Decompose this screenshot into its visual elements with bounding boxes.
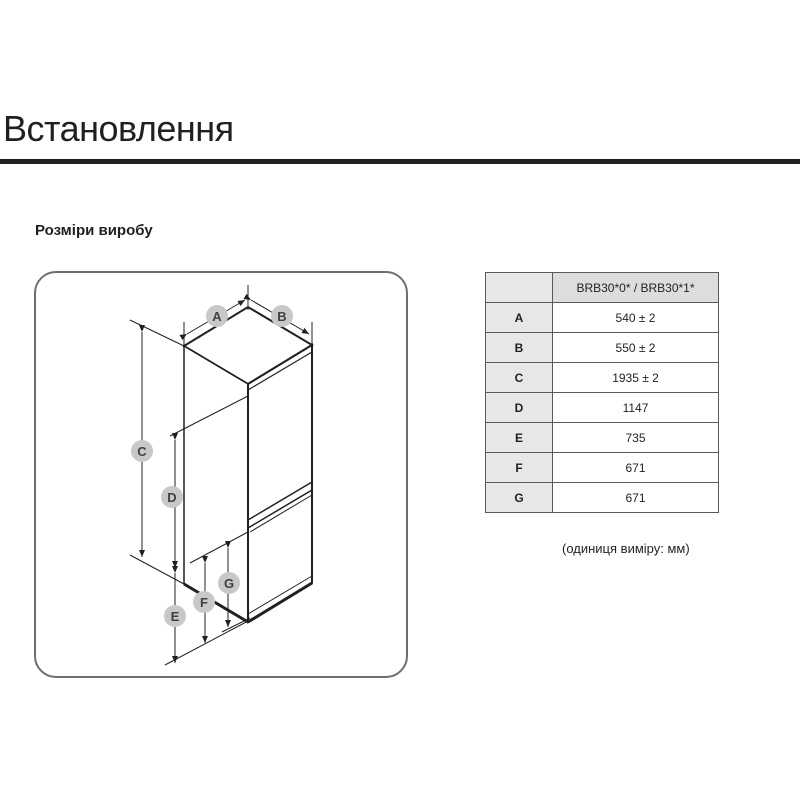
table-row <box>486 393 719 423</box>
table-row <box>486 483 719 513</box>
page-title: Встановлення <box>3 108 234 149</box>
dimension-value: 1935 ± 2 <box>553 363 719 393</box>
section-title: Розміри виробу <box>35 222 153 239</box>
badge-f <box>193 591 215 613</box>
dimension-value: 550 ± 2 <box>553 333 719 363</box>
dimension-value: 671 <box>553 453 719 483</box>
badge-a <box>206 305 228 327</box>
table-row <box>486 423 719 453</box>
table-row <box>486 333 719 363</box>
table-row <box>486 303 719 333</box>
svg-text:D: D <box>167 490 177 505</box>
table-row <box>486 453 719 483</box>
svg-text:B: B <box>277 309 287 324</box>
dimension-key: D <box>486 393 553 423</box>
dimension-key: C <box>486 363 553 393</box>
dimension-value: 540 ± 2 <box>553 303 719 333</box>
svg-text:G: G <box>223 576 235 591</box>
badge-d <box>161 486 183 508</box>
svg-text:F: F <box>200 595 208 610</box>
table-corner-cell <box>486 273 553 303</box>
dimension-key: F <box>486 453 553 483</box>
svg-text:A: A <box>212 309 222 324</box>
unit-note: (одиниця виміру: мм) <box>562 541 690 556</box>
dimension-key: E <box>486 423 553 453</box>
svg-text:E: E <box>170 609 180 624</box>
badge-g <box>218 572 240 594</box>
badge-e <box>164 605 186 627</box>
dimension-key: B <box>486 333 553 363</box>
dimension-value: 671 <box>553 483 719 513</box>
dimensions-table <box>485 272 719 513</box>
badge-c <box>131 440 153 462</box>
svg-text:C: C <box>137 444 147 459</box>
dimension-key: A <box>486 303 553 333</box>
table-header-row <box>486 273 719 303</box>
dimension-value: 1147 <box>553 393 719 423</box>
fridge-drawing <box>184 307 312 622</box>
dimension-key: G <box>486 483 553 513</box>
badge-b <box>271 305 293 327</box>
dimension-value: 735 <box>553 423 719 453</box>
model-header-cell: BRB30*0* / BRB30*1* <box>553 273 719 303</box>
table-row <box>486 363 719 393</box>
